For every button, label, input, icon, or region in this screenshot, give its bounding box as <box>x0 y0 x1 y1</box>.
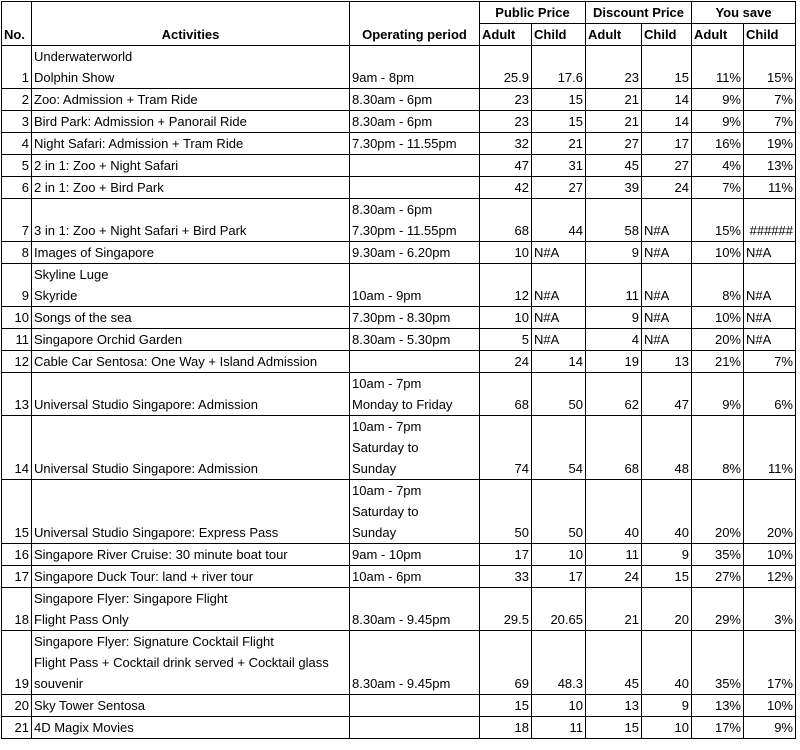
cell-activity: Singapore Flyer: Signature Cocktail Flight Flight Pass + Cocktail drink served + Cocktail glass souvenir <box>32 631 350 695</box>
cell-no: 8 <box>2 242 32 264</box>
cell-save-adult: 21% <box>692 351 744 373</box>
cell-save-adult: 9% <box>692 111 744 133</box>
cell-save-child: 10% <box>744 544 796 566</box>
cell-discount-child: 9 <box>642 544 692 566</box>
cell-public-adult: 50 <box>480 480 532 544</box>
cell-public-adult: 33 <box>480 566 532 588</box>
cell-operating-period: 9am - 8pm <box>350 46 480 89</box>
cell-public-adult: 15 <box>480 695 532 717</box>
cell-save-adult: 16% <box>692 133 744 155</box>
cell-save-adult: 35% <box>692 544 744 566</box>
cell-operating-period: 8.30am - 9.45pm <box>350 631 480 695</box>
cell-no: 4 <box>2 133 32 155</box>
cell-save-child: 12% <box>744 566 796 588</box>
cell-discount-child: 48 <box>642 416 692 480</box>
cell-public-child: N#A <box>532 264 586 307</box>
cell-discount-adult: 21 <box>586 89 642 111</box>
table-row <box>2 416 796 480</box>
cell-operating-period: 9.30am - 6.20pm <box>350 242 480 264</box>
cell-discount-adult: 21 <box>586 588 642 631</box>
cell-discount-adult: 27 <box>586 133 642 155</box>
cell-discount-child: 40 <box>642 631 692 695</box>
cell-public-adult: 5 <box>480 329 532 351</box>
table-row <box>2 588 796 631</box>
cell-operating-period: 9am - 10pm <box>350 544 480 566</box>
cell-save-adult: 8% <box>692 264 744 307</box>
cell-discount-child: N#A <box>642 199 692 242</box>
cell-discount-child: 17 <box>642 133 692 155</box>
cell-no: 20 <box>2 695 32 717</box>
cell-save-child: 7% <box>744 351 796 373</box>
cell-no: 16 <box>2 544 32 566</box>
cell-save-adult: 8% <box>692 416 744 480</box>
cell-no: 21 <box>2 717 32 739</box>
cell-operating-period <box>350 717 480 739</box>
cell-save-adult: 13% <box>692 695 744 717</box>
cell-no: 12 <box>2 351 32 373</box>
cell-save-child: 15% <box>744 46 796 89</box>
cell-discount-child: 9 <box>642 695 692 717</box>
cell-activity: Singapore Orchid Garden <box>32 329 350 351</box>
cell-save-adult: 9% <box>692 89 744 111</box>
cell-operating-period: 7.30pm - 8.30pm <box>350 307 480 329</box>
col-header-activities: Activities <box>32 2 350 46</box>
cell-save-child: 3% <box>744 588 796 631</box>
cell-public-child: 20.65 <box>532 588 586 631</box>
cell-public-adult: 25.9 <box>480 46 532 89</box>
cell-public-child: 50 <box>532 480 586 544</box>
cell-no: 6 <box>2 177 32 199</box>
cell-no: 10 <box>2 307 32 329</box>
cell-save-adult: 10% <box>692 307 744 329</box>
cell-public-adult: 74 <box>480 416 532 480</box>
cell-public-child: 54 <box>532 416 586 480</box>
col-header-you-save: You save <box>692 2 796 24</box>
cell-save-adult: 7% <box>692 177 744 199</box>
cell-public-adult: 23 <box>480 111 532 133</box>
cell-public-adult: 29.5 <box>480 588 532 631</box>
table-row <box>2 717 796 739</box>
cell-discount-adult: 45 <box>586 155 642 177</box>
header-row-top <box>2 2 796 24</box>
col-header-no: No. <box>2 2 32 46</box>
cell-activity: Sky Tower Sentosa <box>32 695 350 717</box>
cell-save-child: N#A <box>744 329 796 351</box>
cell-save-child: N#A <box>744 242 796 264</box>
cell-save-adult: 20% <box>692 329 744 351</box>
cell-discount-adult: 4 <box>586 329 642 351</box>
cell-save-adult: 9% <box>692 373 744 416</box>
cell-public-adult: 18 <box>480 717 532 739</box>
cell-public-adult: 10 <box>480 307 532 329</box>
cell-activity: Songs of the sea <box>32 307 350 329</box>
cell-operating-period: 8.30am - 9.45pm <box>350 588 480 631</box>
cell-save-adult: 15% <box>692 199 744 242</box>
cell-public-adult: 10 <box>480 242 532 264</box>
cell-activity: Zoo: Admission + Tram Ride <box>32 89 350 111</box>
cell-public-adult: 23 <box>480 89 532 111</box>
cell-public-child: N#A <box>532 307 586 329</box>
table-row <box>2 351 796 373</box>
cell-discount-adult: 39 <box>586 177 642 199</box>
cell-operating-period: 8.30am - 5.30pm <box>350 329 480 351</box>
col-header-save-adult: Adult <box>692 24 744 46</box>
cell-discount-adult: 9 <box>586 307 642 329</box>
cell-operating-period: 8.30am - 6pm <box>350 89 480 111</box>
cell-public-adult: 69 <box>480 631 532 695</box>
table-row <box>2 480 796 544</box>
cell-save-adult: 11% <box>692 46 744 89</box>
cell-operating-period: 10am - 7pm Saturday to Sunday <box>350 416 480 480</box>
cell-no: 7 <box>2 199 32 242</box>
cell-save-child: N#A <box>744 307 796 329</box>
cell-save-child: N#A <box>744 264 796 307</box>
cell-discount-child: 40 <box>642 480 692 544</box>
cell-activity: Singapore Flyer: Singapore Flight Flight Pass Only <box>32 588 350 631</box>
cell-save-child: 13% <box>744 155 796 177</box>
col-header-discount-price: Discount Price <box>586 2 692 24</box>
cell-operating-period: 10am - 7pm Monday to Friday <box>350 373 480 416</box>
cell-save-child: 20% <box>744 480 796 544</box>
cell-public-child: 27 <box>532 177 586 199</box>
cell-discount-adult: 11 <box>586 544 642 566</box>
cell-discount-child: N#A <box>642 242 692 264</box>
cell-activity: Universal Studio Singapore: Admission <box>32 373 350 416</box>
table-row <box>2 329 796 351</box>
col-header-public-price: Public Price <box>480 2 586 24</box>
table-row <box>2 242 796 264</box>
cell-discount-child: N#A <box>642 264 692 307</box>
cell-discount-child: 13 <box>642 351 692 373</box>
cell-activity: Underwaterworld Dolphin Show <box>32 46 350 89</box>
cell-operating-period: 8.30am - 6pm 7.30pm - 11.55pm <box>350 199 480 242</box>
table-row <box>2 373 796 416</box>
table-row <box>2 133 796 155</box>
cell-activity: Skyline Luge Skyride <box>32 264 350 307</box>
cell-public-child: 17 <box>532 566 586 588</box>
cell-no: 3 <box>2 111 32 133</box>
cell-discount-adult: 58 <box>586 199 642 242</box>
cell-discount-child: 10 <box>642 717 692 739</box>
col-header-public-child: Child <box>532 24 586 46</box>
table-row <box>2 631 796 695</box>
cell-save-adult: 27% <box>692 566 744 588</box>
cell-discount-adult: 15 <box>586 717 642 739</box>
col-header-public-adult: Adult <box>480 24 532 46</box>
cell-discount-adult: 19 <box>586 351 642 373</box>
cell-discount-child: 14 <box>642 111 692 133</box>
cell-public-child: 21 <box>532 133 586 155</box>
cell-activity: Cable Car Sentosa: One Way + Island Admission <box>32 351 350 373</box>
cell-activity: 2 in 1: Zoo + Bird Park <box>32 177 350 199</box>
cell-public-child: 17.6 <box>532 46 586 89</box>
cell-operating-period <box>350 177 480 199</box>
cell-discount-adult: 11 <box>586 264 642 307</box>
cell-discount-child: 27 <box>642 155 692 177</box>
table-row <box>2 199 796 242</box>
cell-public-child: 50 <box>532 373 586 416</box>
cell-public-child: 48.3 <box>532 631 586 695</box>
cell-public-adult: 68 <box>480 373 532 416</box>
cell-discount-adult: 40 <box>586 480 642 544</box>
cell-discount-child: 20 <box>642 588 692 631</box>
cell-operating-period: 10am - 7pm Saturday to Sunday <box>350 480 480 544</box>
cell-discount-child: 15 <box>642 566 692 588</box>
col-header-discount-adult: Adult <box>586 24 642 46</box>
cell-save-child: 10% <box>744 695 796 717</box>
table-row <box>2 307 796 329</box>
table-row <box>2 177 796 199</box>
table-row <box>2 89 796 111</box>
cell-save-child: ###### <box>744 199 796 242</box>
cell-public-child: 10 <box>532 695 586 717</box>
cell-operating-period: 10am - 6pm <box>350 566 480 588</box>
cell-save-child: 7% <box>744 111 796 133</box>
cell-public-child: 15 <box>532 111 586 133</box>
cell-public-child: 15 <box>532 89 586 111</box>
cell-discount-adult: 24 <box>586 566 642 588</box>
cell-discount-adult: 23 <box>586 46 642 89</box>
cell-no: 1 <box>2 46 32 89</box>
table-row <box>2 264 796 307</box>
cell-discount-adult: 45 <box>586 631 642 695</box>
cell-no: 11 <box>2 329 32 351</box>
cell-no: 9 <box>2 264 32 307</box>
cell-discount-adult: 62 <box>586 373 642 416</box>
cell-save-child: 11% <box>744 177 796 199</box>
col-header-save-child: Child <box>744 24 796 46</box>
table-row <box>2 111 796 133</box>
cell-no: 2 <box>2 89 32 111</box>
table-row <box>2 544 796 566</box>
cell-discount-adult: 68 <box>586 416 642 480</box>
cell-save-adult: 10% <box>692 242 744 264</box>
table-body <box>2 46 796 739</box>
cell-activity: Night Safari: Admission + Tram Ride <box>32 133 350 155</box>
cell-discount-child: 14 <box>642 89 692 111</box>
cell-activity: Images of Singapore <box>32 242 350 264</box>
table-row <box>2 155 796 177</box>
cell-public-adult: 47 <box>480 155 532 177</box>
cell-save-adult: 29% <box>692 588 744 631</box>
cell-operating-period <box>350 351 480 373</box>
cell-no: 17 <box>2 566 32 588</box>
cell-discount-child: 15 <box>642 46 692 89</box>
cell-no: 14 <box>2 416 32 480</box>
cell-activity: Universal Studio Singapore: Admission <box>32 416 350 480</box>
cell-public-child: 44 <box>532 199 586 242</box>
cell-save-adult: 35% <box>692 631 744 695</box>
cell-save-adult: 20% <box>692 480 744 544</box>
cell-activity: 4D Magix Movies <box>32 717 350 739</box>
cell-public-child: 31 <box>532 155 586 177</box>
cell-operating-period: 8.30am - 6pm <box>350 111 480 133</box>
cell-public-adult: 32 <box>480 133 532 155</box>
price-table <box>1 1 796 739</box>
cell-public-child: 10 <box>532 544 586 566</box>
table-row <box>2 46 796 89</box>
cell-public-child: N#A <box>532 329 586 351</box>
cell-public-child: 14 <box>532 351 586 373</box>
cell-activity: Singapore River Cruise: 30 minute boat tour <box>32 544 350 566</box>
col-header-discount-child: Child <box>642 24 692 46</box>
cell-discount-adult: 13 <box>586 695 642 717</box>
cell-public-adult: 68 <box>480 199 532 242</box>
cell-public-adult: 24 <box>480 351 532 373</box>
cell-save-child: 17% <box>744 631 796 695</box>
cell-discount-child: N#A <box>642 307 692 329</box>
cell-no: 15 <box>2 480 32 544</box>
cell-discount-child: 24 <box>642 177 692 199</box>
cell-public-adult: 12 <box>480 264 532 307</box>
cell-save-adult: 4% <box>692 155 744 177</box>
cell-discount-child: N#A <box>642 329 692 351</box>
cell-operating-period: 10am - 9pm <box>350 264 480 307</box>
cell-discount-child: 47 <box>642 373 692 416</box>
table-row <box>2 695 796 717</box>
cell-activity: 2 in 1: Zoo + Night Safari <box>32 155 350 177</box>
cell-public-adult: 42 <box>480 177 532 199</box>
cell-activity: Singapore Duck Tour: land + river tour <box>32 566 350 588</box>
cell-discount-adult: 9 <box>586 242 642 264</box>
cell-no: 5 <box>2 155 32 177</box>
cell-discount-adult: 21 <box>586 111 642 133</box>
cell-public-child: 11 <box>532 717 586 739</box>
table-row <box>2 566 796 588</box>
cell-activity: 3 in 1: Zoo + Night Safari + Bird Park <box>32 199 350 242</box>
cell-public-adult: 17 <box>480 544 532 566</box>
cell-activity: Universal Studio Singapore: Express Pass <box>32 480 350 544</box>
cell-save-child: 6% <box>744 373 796 416</box>
cell-public-child: N#A <box>532 242 586 264</box>
cell-activity: Bird Park: Admission + Panorail Ride <box>32 111 350 133</box>
cell-operating-period: 7.30pm - 11.55pm <box>350 133 480 155</box>
cell-no: 19 <box>2 631 32 695</box>
col-header-operating-period: Operating period <box>350 2 480 46</box>
cell-no: 13 <box>2 373 32 416</box>
cell-operating-period <box>350 695 480 717</box>
cell-save-child: 11% <box>744 416 796 480</box>
cell-save-child: 7% <box>744 89 796 111</box>
cell-operating-period <box>350 155 480 177</box>
cell-save-adult: 17% <box>692 717 744 739</box>
cell-save-child: 19% <box>744 133 796 155</box>
cell-no: 18 <box>2 588 32 631</box>
cell-save-child: 9% <box>744 717 796 739</box>
